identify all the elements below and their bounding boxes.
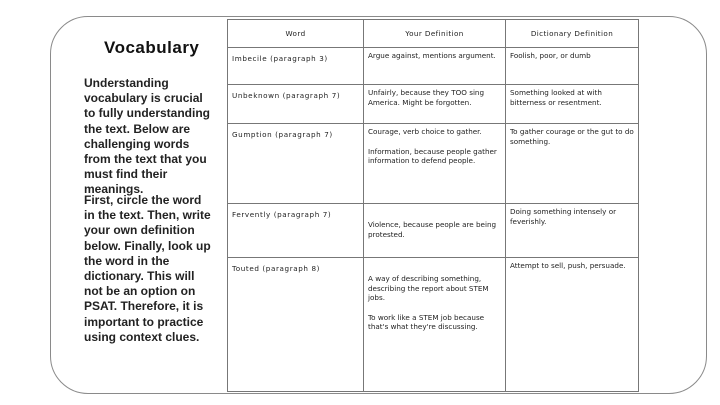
dictionary-definition-cell: To gather courage or the gut to do something. bbox=[506, 124, 639, 204]
table-row bbox=[228, 48, 639, 85]
own-definition-text: To work like a STEM job because that's what they're discussing. bbox=[368, 312, 485, 331]
dictionary-definition-cell: Foolish, poor, or dumb bbox=[506, 48, 639, 85]
own-definition-text: Argue against, mentions argument. bbox=[368, 51, 496, 60]
own-definition-cell[interactable] bbox=[364, 204, 506, 258]
word-cell: Unbeknown (paragraph 7) bbox=[228, 85, 364, 124]
own-definition-cell[interactable] bbox=[364, 48, 506, 85]
header-word: Word bbox=[228, 20, 364, 48]
dictionary-definition-cell: Doing something intensely or feverishly. bbox=[506, 204, 639, 258]
table-header-row bbox=[228, 20, 639, 48]
word-cell: Fervently (paragraph 7) bbox=[228, 204, 364, 258]
table-row bbox=[228, 258, 639, 392]
header-dictionary-definition: Dictionary Definition bbox=[506, 20, 639, 48]
own-definition-text: Violence, because people are being protested. bbox=[368, 220, 497, 239]
header-your-definition: Your Definition bbox=[364, 20, 506, 48]
own-definition-text: Courage, verb choice to gather. bbox=[368, 127, 482, 136]
vocabulary-table bbox=[227, 19, 639, 392]
table-row bbox=[228, 204, 639, 258]
word-cell: Touted (paragraph 8) bbox=[228, 258, 364, 392]
own-definition-text: Unfairly, because they TOO sing America. Might be forgotten. bbox=[368, 88, 485, 107]
word-cell: Gumption (paragraph 7) bbox=[228, 124, 364, 204]
instructions-text: First, circle the word in the text. Then, write your own definition below. Finally, look up the word in the dictionary. This will not be an option on PSAT. Therefore, it is important to practice using context clues. bbox=[84, 193, 211, 344]
page-title: Vocabulary bbox=[104, 38, 200, 57]
table-row bbox=[228, 85, 639, 124]
own-definition-cell[interactable] bbox=[364, 85, 506, 124]
own-definition-cell[interactable] bbox=[364, 258, 506, 392]
own-definition-text: A way of describing something, describing the report about STEM jobs. bbox=[368, 274, 489, 302]
dictionary-definition-cell: Something looked at with bitterness or resentment. bbox=[506, 85, 639, 124]
own-definition-text: Information, because people gather information to defend people. bbox=[368, 146, 497, 165]
intro-text: Understanding vocabulary is crucial to fully understanding the text. Below are challenging words from the text that you must find their meanings. bbox=[84, 76, 210, 197]
word-cell: Imbecile (paragraph 3) bbox=[228, 48, 364, 85]
dictionary-definition-cell: Attempt to sell, push, persuade. bbox=[506, 258, 639, 392]
table-row bbox=[228, 124, 639, 204]
own-definition-cell[interactable] bbox=[364, 124, 506, 204]
